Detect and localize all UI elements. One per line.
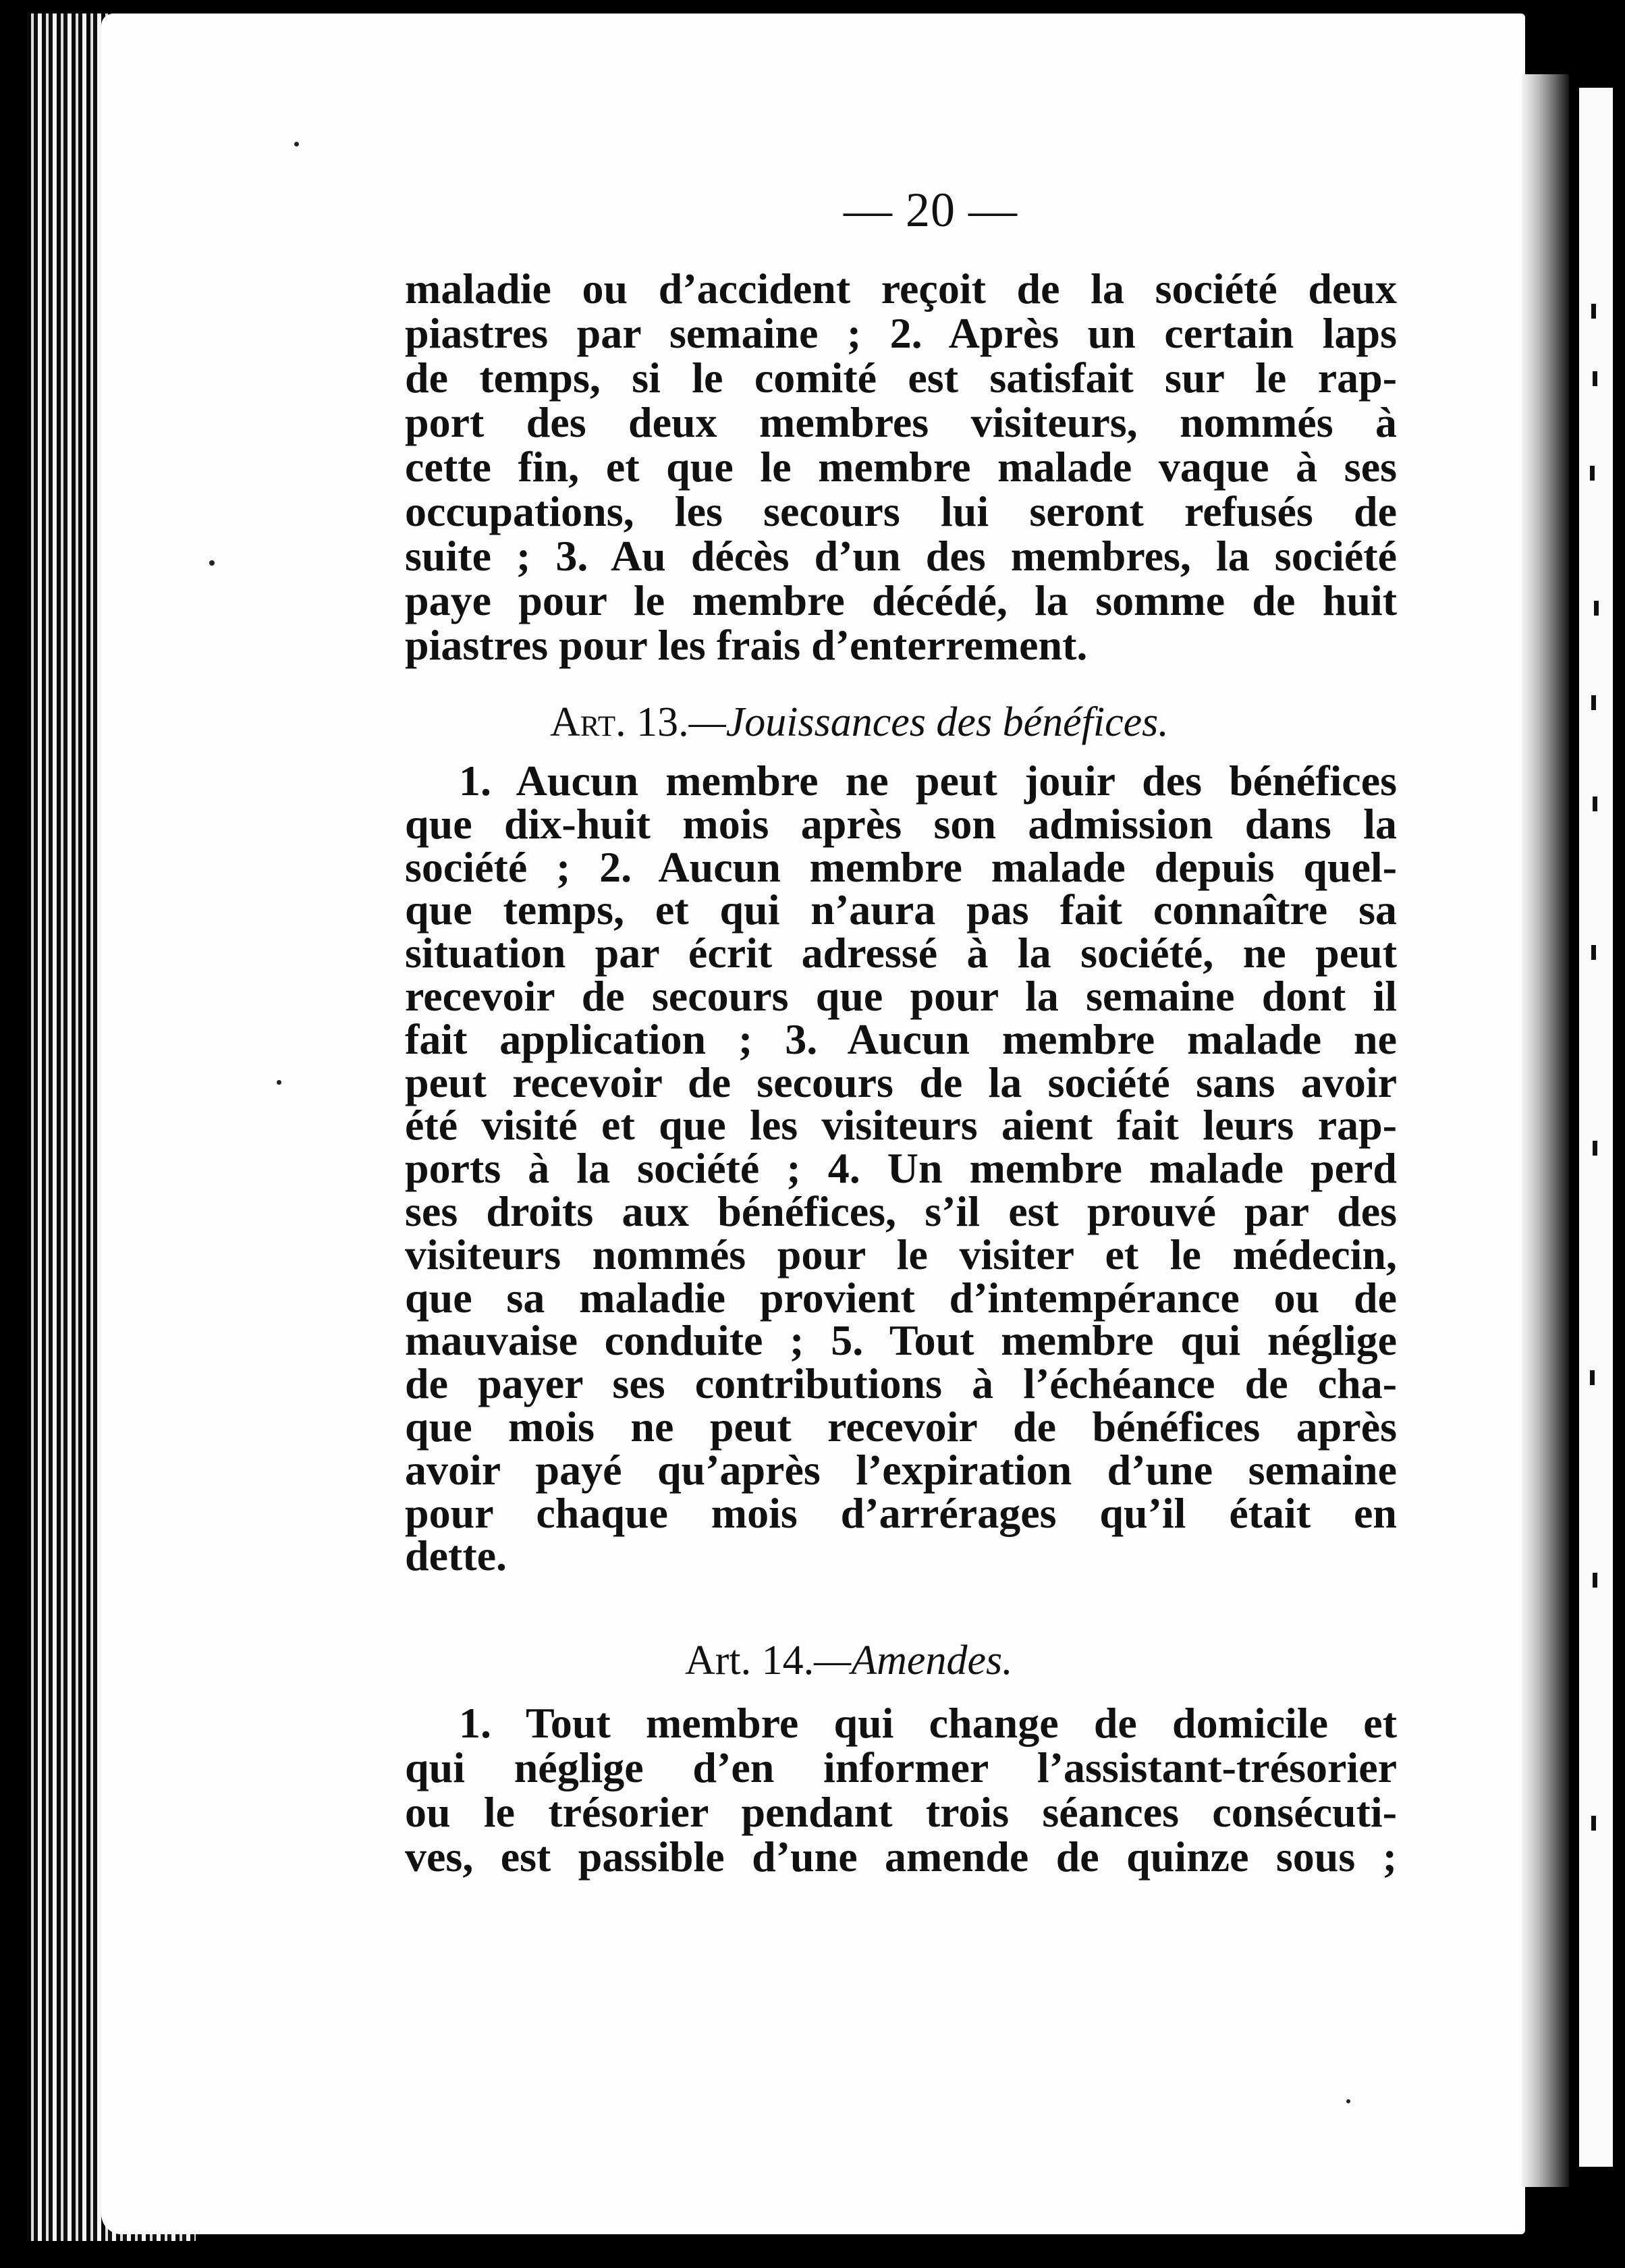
article-14-title: —Amendes. (814, 1638, 1013, 1683)
text-line: que mois ne peut recevoir de bénéfices après (405, 1402, 1397, 1451)
text-line: port des deux membres visiteurs, nommés à (405, 398, 1397, 446)
text-line: piastres pour les frais d’enterrement. (405, 621, 1088, 669)
text-line: peut recevoir de secours de la société sans avoir (405, 1058, 1397, 1106)
text-line: piastres par semaine ; 2. Après un certain laps (405, 309, 1397, 357)
ink-mark (1593, 1573, 1597, 1588)
ink-mark (1594, 601, 1599, 616)
text-line: paye pour le membre décédé, la somme de huit (405, 576, 1397, 624)
text-line: que dix-huit mois après son admission dans la (405, 799, 1397, 848)
text-line: situation par écrit adressé à la société, ne peut (405, 929, 1397, 977)
ink-mark (1590, 466, 1595, 481)
text-line: qui néglige d’en informer l’assistant-trésorier (405, 1744, 1397, 1791)
text-line: été visité et que les visiteurs aient fait leurs rap- (405, 1101, 1397, 1150)
text-line: que sa maladie provient d’intempérance ou de (405, 1273, 1397, 1322)
text-line: de temps, si le comité est satisfait sur le rap- (405, 354, 1397, 402)
dust-speck (209, 560, 215, 566)
text-line: maladie ou d’accident reçoit de la société deux (405, 265, 1397, 313)
text-line: ou le trésorier pendant trois séances consécuti- (405, 1788, 1397, 1836)
text-line: que temps, et qui n’aura pas fait connaître sa (405, 886, 1397, 934)
text-line: fait application ; 3. Aucun membre malade ne (405, 1015, 1397, 1063)
text-line: suite ; 3. Au décès d’un des membres, la société (405, 532, 1397, 580)
text-line: cette fin, et que le membre malade vaque à ses (405, 443, 1397, 491)
ink-mark (1591, 304, 1596, 319)
ink-mark (1591, 1816, 1596, 1831)
ink-mark (1593, 371, 1597, 386)
dust-speck (1346, 2099, 1350, 2103)
next-page-edge (1579, 88, 1613, 2167)
article-14-label: Art. 14. (685, 1638, 815, 1683)
text-line: ports à la société ; 4. Un membre malade perd (405, 1144, 1397, 1193)
text-line: occupations, les secours lui seront refusés de (405, 487, 1397, 535)
article-13-body (405, 757, 1397, 1580)
text-line: 1. Tout membre qui change de domicile et (459, 1699, 1397, 1747)
dust-speck (294, 142, 299, 146)
text-line: société ; 2. Aucun membre malade depuis quel- (405, 842, 1397, 891)
text-line: pour chaque mois d’arrérages qu’il était en (405, 1488, 1397, 1537)
ink-mark (1593, 796, 1597, 811)
ink-mark (1591, 945, 1596, 960)
page-number: — 20 — (844, 183, 1018, 237)
text-line: visiteurs nommés pour le visiter et le médecin, (405, 1230, 1397, 1278)
text-line: recevoir de secours que pour la semaine dont il (405, 971, 1397, 1020)
text-line: ves, est passible d’une amende de quinze sous ; (405, 1833, 1397, 1881)
ink-mark (1591, 695, 1596, 710)
ink-mark (1590, 1370, 1595, 1385)
text-line: ses droits aux bénéfices, s’il est prouvé par des (405, 1187, 1397, 1235)
article-13-heading (550, 699, 1169, 747)
text-line: mauvaise conduite ; 5. Tout membre qui néglige (405, 1316, 1397, 1365)
text-line: 1. Aucun membre ne peut jouir des bénéfices (459, 757, 1397, 805)
article-14-body (405, 1701, 1397, 1879)
article-14-heading (685, 1637, 1013, 1685)
paragraph-continuation (405, 267, 1397, 668)
text-line: de payer ses contributions à l’échéance de cha- (405, 1359, 1397, 1408)
text-line: dette. (405, 1532, 507, 1580)
article-13-title: —Jouissances des bénéfices. (688, 699, 1169, 745)
text-line: avoir payé qu’après l’expiration d’une semaine (405, 1445, 1397, 1494)
page-gutter-shadow (1522, 74, 1569, 2187)
ink-mark (1593, 1141, 1597, 1156)
article-13-label: Art. 13. (550, 699, 689, 745)
dust-speck (277, 1080, 281, 1085)
